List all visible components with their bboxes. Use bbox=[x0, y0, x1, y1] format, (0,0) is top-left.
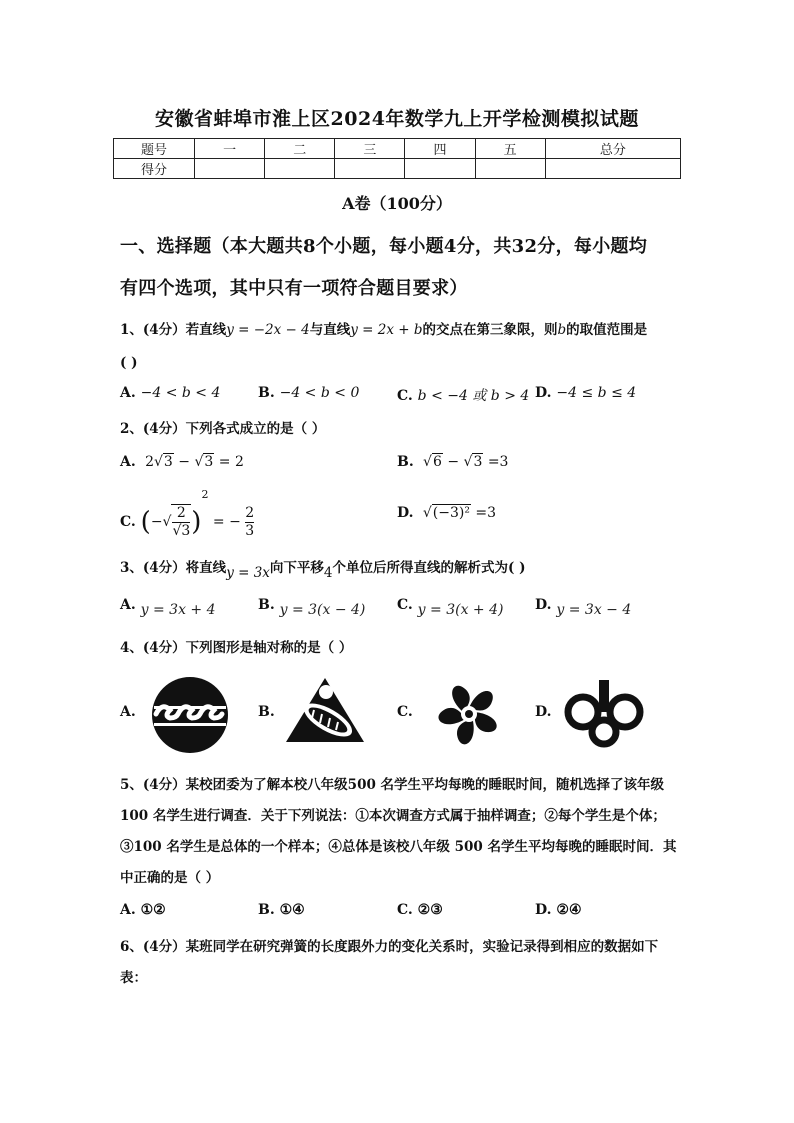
score-table-cell bbox=[405, 159, 475, 179]
question-1-paren: ( ) bbox=[120, 355, 138, 371]
question-5-stem: 5、(4分）某校团委为了解本校八年级500 名学生平均每晚的睡眠时间，随机选择了该年级 100 名学生进行调查．关于下列说法：①本次调查方式属于抽样调查；②每个学生是个体； ③100 名学生是总体的一个样本；④总体是该校八年级 500 名学生平均每晚的睡眠时间．其 中正确的是（ ） bbox=[120, 777, 677, 886]
score-table-cell bbox=[545, 159, 680, 179]
three-rings-figure bbox=[563, 678, 645, 748]
q4-option-d-label: D. bbox=[535, 704, 552, 720]
q1-option-b: B. −4 < b < 0 bbox=[258, 385, 360, 401]
q3-option-d: D. y = 3x − 4 bbox=[535, 597, 632, 618]
question-1-stem: 1、(4分）若直线y = −2x − 4与直线y = 2x + b的交点在第三象限，则b的取值范围是 bbox=[120, 322, 648, 338]
q3-option-a: A. y = 3x + 4 bbox=[120, 597, 216, 618]
q4-option-b-label: B. bbox=[258, 704, 275, 720]
score-table-cell: 题号 bbox=[114, 139, 195, 159]
score-table-cell: 三 bbox=[335, 139, 405, 159]
q5-option-d: D. ②④ bbox=[535, 902, 582, 918]
score-table-cell bbox=[475, 159, 545, 179]
q2-option-d: D. √(−3)² =3 bbox=[397, 505, 497, 521]
score-table-cell: 得分 bbox=[114, 159, 195, 179]
score-table-cell: 四 bbox=[405, 139, 475, 159]
score-table-cell bbox=[195, 159, 265, 179]
score-table-cell bbox=[265, 159, 335, 179]
question-6-stem: 6、(4分）某班同学在研究弹簧的长度跟外力的变化关系时，实验记录得到相应的数据如下 表： bbox=[120, 939, 659, 986]
wave-circle-figure bbox=[150, 676, 230, 754]
triangle-figure bbox=[284, 676, 366, 744]
q4-option-c-label: C. bbox=[397, 704, 413, 720]
section-heading: A卷（100分） bbox=[342, 194, 452, 213]
score-table-cell: 总分 bbox=[545, 139, 680, 159]
q1-option-d: D. −4 ≤ b ≤ 4 bbox=[535, 385, 637, 401]
q5-option-b: B. ①④ bbox=[258, 902, 305, 918]
pinwheel-flower-figure bbox=[431, 676, 507, 752]
question-3-stem: 3、(4分）将直线y = 3x向下平移4个单位后所得直线的解析式为( ) bbox=[120, 560, 526, 581]
math-expression: y = 2x + b bbox=[350, 322, 423, 338]
score-table-cell: 二 bbox=[265, 139, 335, 159]
math-expression: √6 − √3 =3 bbox=[418, 454, 509, 470]
score-table-cell: 五 bbox=[475, 139, 545, 159]
score-table-score-row bbox=[114, 159, 681, 179]
score-table bbox=[113, 138, 681, 179]
math-expression: y = 3x bbox=[226, 565, 270, 581]
math-expression: 2√3 − √3 = 2 bbox=[140, 454, 244, 470]
math-expression: ( bbox=[140, 507, 151, 537]
q2-option-a: A. 2√3 − √3 = 2 bbox=[120, 454, 244, 470]
score-table-cell: 一 bbox=[195, 139, 265, 159]
q1-option-a: A. −4 < b < 4 bbox=[120, 385, 221, 401]
q3-option-b: B. y = 3(x − 4) bbox=[258, 597, 366, 618]
q2-option-b: B. √6 − √3 =3 bbox=[397, 454, 509, 470]
math-expression: y = −2x − 4 bbox=[226, 322, 310, 338]
q4-option-a-label: A. bbox=[120, 704, 136, 720]
math-expression: √(−3)² =3 bbox=[418, 505, 497, 521]
question-2-stem: 2、(4分）下列各式成立的是（ ） bbox=[120, 421, 326, 437]
q1-option-c: C. b < −4 或 b > 4 bbox=[397, 388, 530, 404]
question-4-stem: 4、(4分）下列图形是轴对称的是（ ） bbox=[120, 640, 353, 656]
q5-option-a: A. ①② bbox=[120, 902, 166, 918]
score-table-header-row bbox=[114, 139, 681, 159]
part-heading-line1: 一、选择题（本大题共8个小题，每小题4分，共32分，每小题均 bbox=[120, 236, 648, 257]
q2-option-c: C. (−√ $\frac{2}{√3}$ )$^2$ = − $\frac{2}{3}$ bbox=[120, 488, 255, 539]
q3-option-c: C. y = 3(x + 4) bbox=[397, 597, 504, 618]
q5-option-c: C. ②③ bbox=[397, 902, 443, 918]
score-table-cell bbox=[335, 159, 405, 179]
page-title: 安徽省蚌埠市淮上区2024年数学九上开学检测模拟试题 bbox=[155, 108, 639, 130]
part-heading-line2: 有四个选项，其中只有一项符合题目要求） bbox=[120, 278, 468, 299]
